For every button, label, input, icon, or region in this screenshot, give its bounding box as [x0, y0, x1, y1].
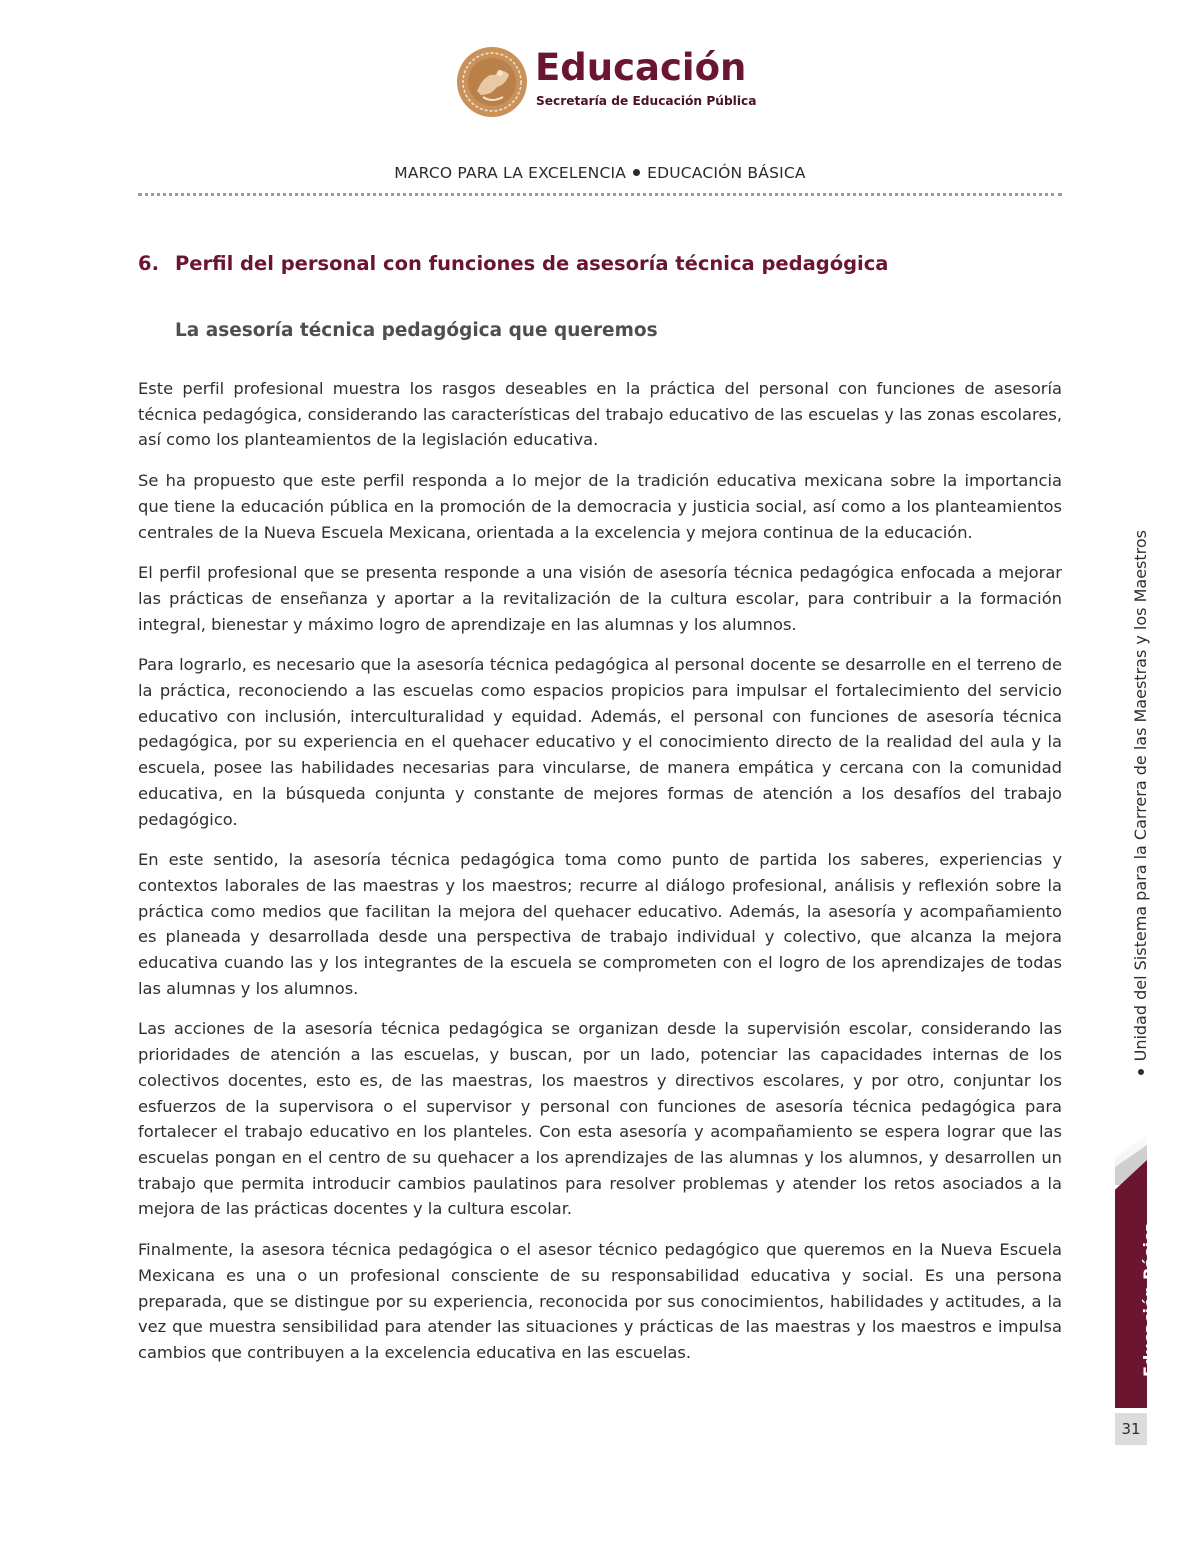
section-number: 6. — [138, 252, 159, 275]
paragraph: Finalmente, la asesora técnica pedagógica o el asesor técnico pedagógico que queremos en la Nueva Escuela Mexicana es una o un profesional consciente de su responsabilidad educativa y social. Es una persona preparada, que se distingue por su experiencia, reconocida por sus conocimientos, habilidades y actitudes, a la vez que muestra sensibilidad para atender las situaciones y prácticas de las maestras y los maestros e impulsa cambios que contribuyen a la excelencia educativa en las escuelas. — [138, 1240, 1062, 1362]
paragraph: En este sentido, la asesoría técnica pedagógica toma como punto de partida los saberes, experiencias y contextos laborales de las maestras y los maestros; recurre al diálogo profesional, análisis y reflexión sobre la práctica como medios que facilitan la mejora del quehacer educativo. Además, la asesoría y acompañamiento es planeada y desarrollada desde una perspectiva de trabajo individual y colectivo, que alcanza la mejora educativa cuando las y los integrantes de la escuela se comprometen con el logro de los aprendizajes de todas las alumnas y los alumnos. — [138, 850, 1062, 998]
seal-icon — [455, 45, 529, 119]
running-head — [138, 164, 1062, 182]
paragraph: Este perfil profesional muestra los rasgos deseables en la práctica del personal con funciones de asesoría técnica pedagógica, considerando las características del trabajo educativo de las escuelas y las zonas escolares, así como los planteamientos de la legislación educativa. — [138, 379, 1062, 450]
sep-logo — [455, 45, 755, 125]
bullet-icon — [1138, 1069, 1144, 1075]
bullet-icon — [633, 169, 640, 176]
paragraph: El perfil profesional que se presenta responde a una visión de asesoría técnica pedagógica enfocada a mejorar las prácticas de enseñanza y aportar a la revitalización de la cultura escolar, para contribuir a la formación integral, bienestar y máximo logro de aprendizaje en las alumnas y los alumnos. — [138, 563, 1062, 634]
body-text — [138, 376, 1062, 1381]
sidebar-running-text — [1131, 530, 1150, 1140]
page-number: 31 — [1115, 1413, 1147, 1445]
running-head-left: MARCO PARA LA EXCELENCIA — [394, 164, 627, 182]
paragraph: Se ha propuesto que este perfil responda a lo mejor de la tradición educativa mexicana sobre la importancia que tiene la educación pública en la promoción de la democracia y justicia social, así como a los planteamientos centrales de la Nueva Escuela Mexicana, orientada a la excelencia y mejora continua de la educación. — [138, 471, 1062, 542]
section-title — [138, 252, 888, 275]
paragraph: Para lograrlo, es necesario que la asesoría técnica pedagógica al personal docente se desarrolle en el terreno de la práctica, reconociendo a las escuelas como espacios propicios para impulsar el fortalecimiento del servicio educativo con inclusión, interculturalidad y equidad. Además, el personal con funciones de asesoría técnica pedagógica, por su experiencia en el quehacer educativo y el conocimiento directo de la realidad del aula y la escuela, posee las habilidades necesarias para vincularse, de manera empática y cercana con la comunidad educativa, en la búsqueda conjunta y constante de mejores formas de atención a los desafíos del trabajo pedagógico. — [138, 655, 1062, 829]
brand-name: Educación — [535, 46, 747, 89]
sidebar-running-label: Unidad del Sistema para la Carrera de las Maestras y los Maestros — [1131, 530, 1150, 1062]
dotted-divider — [138, 193, 1062, 196]
section-subtitle: La asesoría técnica pedagógica que queremos — [175, 320, 658, 341]
running-head-right: EDUCACIÓN BÁSICA — [647, 164, 806, 182]
paragraph: Las acciones de la asesoría técnica pedagógica se organizan desde la supervisión escolar, considerando las prioridades de atención a las escuelas, y buscan, por un lado, potenciar las capacidades internas de los colectivos docentes, esto es, de las maestras, los maestros y directivos escolares, y por otro, conjuntar los esfuerzos de la supervisora o el supervisor y personal con funciones de asesoría técnica pedagógica para fortalecer el trabajo educativo en los planteles. Con esta asesoría y acompañamiento se espera lograr que las escuelas pongan en el centro de su quehacer a los aprendizajes de las alumnas y los alumnos, y desarrollen un trabajo que permita introducir cambios paulatinos para resolver problemas y atender los retos asociados a la mejora de las prácticas docentes y la cultura escolar. — [138, 1019, 1062, 1219]
brand-subtitle: Secretaría de Educación Pública — [536, 94, 757, 108]
section-title-text: Perfil del personal con funciones de asesoría técnica pedagógica — [175, 252, 889, 275]
section-tab-label: Educación Básica — [1140, 1221, 1159, 1377]
